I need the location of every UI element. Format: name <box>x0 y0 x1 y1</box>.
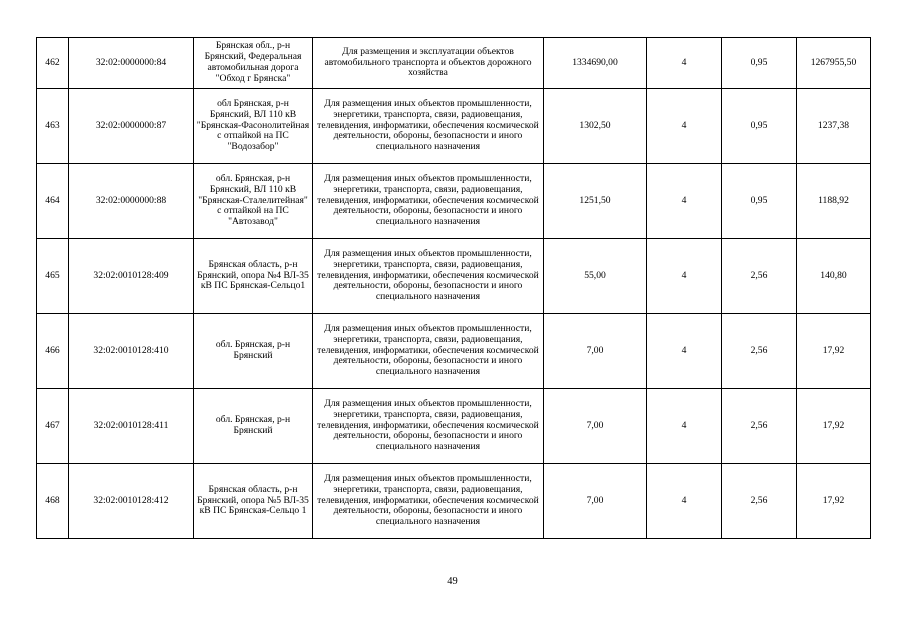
area: 1302,50 <box>544 89 647 164</box>
coefficient: 2,56 <box>722 389 797 464</box>
location: Брянская обл., р-н Брянский, Федеральная автомобильная дорога "Обход г Брянска" <box>194 38 313 89</box>
coefficient: 2,56 <box>722 239 797 314</box>
row-number: 465 <box>37 239 69 314</box>
amount: 140,80 <box>797 239 871 314</box>
permitted-use: Для размещения иных объектов промышленности, энергетики, транспорта, связи, радиовещания, телевидения, информатики, обеспечения космической деятельности, обороны, безопасности и иного специального назначения <box>313 164 544 239</box>
group: 4 <box>647 464 722 539</box>
amount: 1267955,50 <box>797 38 871 89</box>
location: Брянская область, р-н Брянский, опора №5 ВЛ-35 кВ ПС Брянская-Сельцо 1 <box>194 464 313 539</box>
table-row <box>37 164 871 239</box>
permitted-use: Для размещения иных объектов промышленности, энергетики, транспорта, связи, радиовещания, телевидения, информатики, обеспечения космической деятельности, обороны, безопасности и иного специального назначения <box>313 89 544 164</box>
cadastral-number: 32:02:0000000:88 <box>69 164 194 239</box>
cadastral-number: 32:02:0000000:84 <box>69 38 194 89</box>
row-number: 468 <box>37 464 69 539</box>
area: 55,00 <box>544 239 647 314</box>
row-number: 463 <box>37 89 69 164</box>
group: 4 <box>647 164 722 239</box>
permitted-use: Для размещения иных объектов промышленности, энергетики, транспорта, связи, радиовещания, телевидения, информатики, обеспечения космической деятельности, обороны, безопасности и иного специального назначения <box>313 464 544 539</box>
area: 7,00 <box>544 389 647 464</box>
coefficient: 0,95 <box>722 38 797 89</box>
permitted-use: Для размещения иных объектов промышленности, энергетики, транспорта, связи, радиовещания, телевидения, информатики, обеспечения космической деятельности, обороны, безопасности и иного специального назначения <box>313 314 544 389</box>
coefficient: 0,95 <box>722 164 797 239</box>
cadastral-number: 32:02:0010128:411 <box>69 389 194 464</box>
row-number: 462 <box>37 38 69 89</box>
group: 4 <box>647 38 722 89</box>
amount: 17,92 <box>797 314 871 389</box>
page-number: 49 <box>447 576 458 587</box>
table-row <box>37 239 871 314</box>
cadastral-number: 32:02:0000000:87 <box>69 89 194 164</box>
coefficient: 2,56 <box>722 464 797 539</box>
permitted-use: Для размещения иных объектов промышленности, энергетики, транспорта, связи, радиовещания, телевидения, информатики, обеспечения космической деятельности, обороны, безопасности и иного специального назначения <box>313 389 544 464</box>
group: 4 <box>647 239 722 314</box>
table-row <box>37 389 871 464</box>
row-number: 466 <box>37 314 69 389</box>
permitted-use: Для размещения иных объектов промышленности, энергетики, транспорта, связи, радиовещания, телевидения, информатики, обеспечения космической деятельности, обороны, безопасности и иного специального назначения <box>313 239 544 314</box>
amount: 1237,38 <box>797 89 871 164</box>
row-number: 467 <box>37 389 69 464</box>
table-row <box>37 314 871 389</box>
permitted-use: Для размещения и эксплуатации объектов автомобильного транспорта и объектов дорожного хозяйства <box>313 38 544 89</box>
amount: 1188,92 <box>797 164 871 239</box>
cadastral-number: 32:02:0010128:410 <box>69 314 194 389</box>
location: обл. Брянская, р-н Брянский <box>194 314 313 389</box>
area: 1251,50 <box>544 164 647 239</box>
cadastral-number: 32:02:0010128:409 <box>69 239 194 314</box>
location: Брянская область, р-н Брянский, опора №4 ВЛ-35 кВ ПС Брянская-Сельцо1 <box>194 239 313 314</box>
amount: 17,92 <box>797 464 871 539</box>
table-row <box>37 464 871 539</box>
group: 4 <box>647 314 722 389</box>
area: 1334690,00 <box>544 38 647 89</box>
group: 4 <box>647 389 722 464</box>
cadastral-number: 32:02:0010128:412 <box>69 464 194 539</box>
coefficient: 0,95 <box>722 89 797 164</box>
location: обл Брянская, р-н Брянский, ВЛ 110 кВ "Брянская-Фасонолитейная с отпайкой на ПС "Водозабор" <box>194 89 313 164</box>
table-row <box>37 89 871 164</box>
group: 4 <box>647 89 722 164</box>
amount: 17,92 <box>797 389 871 464</box>
coefficient: 2,56 <box>722 314 797 389</box>
area: 7,00 <box>544 314 647 389</box>
location: обл. Брянская, р-н Брянский <box>194 389 313 464</box>
area: 7,00 <box>544 464 647 539</box>
location: обл. Брянская, р-н Брянский, ВЛ 110 кВ "Брянская-Сталелитейная" с отпайкой на ПС "Автозавод" <box>194 164 313 239</box>
table-row <box>37 38 871 89</box>
land-plots-table <box>36 37 871 539</box>
row-number: 464 <box>37 164 69 239</box>
